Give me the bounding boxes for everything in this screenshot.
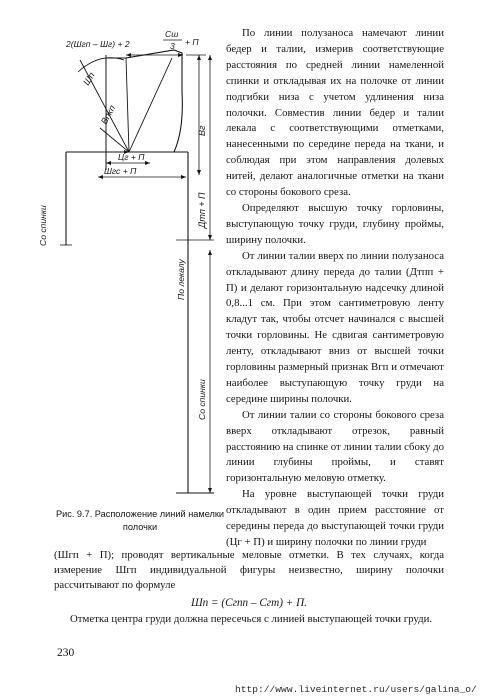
arrow xyxy=(197,170,201,175)
label-cv-den: 3 xyxy=(170,41,175,51)
label-vg: Вг xyxy=(197,125,207,136)
paragraph: На уровне выступающей точки груди откладывают в один прием расстояние от середины переда до выступающей точки груди (Цг + П) и ширину полочки по линии груди xyxy=(226,488,444,548)
label-top-formula: 2(Шгп – Шг) + 2 xyxy=(66,39,130,49)
final-paragraph: Отметка центра груди должна пересечься с линией выступающей точки груди. xyxy=(70,613,433,625)
arrow xyxy=(181,175,186,179)
paragraph: По линии полузаноса намечают линии бедер и талии, измерив соответствующие расстояния по средней линии намеленной спинки и откладывая их на полочке от линии подгибки низа с учетом удлинения низа полочки. Совместив линии бедер и талии лекала с соответствующими отметками, нанесенными по середине переда на ткани, и соблюдая при этом направления долевых нитей, делают аналогичные отметки на ткани со стороны бокового среза. xyxy=(226,27,444,199)
continuation-text: (Шгп + П); проводят вертикальные меловые отметки. В тех случаях, когда измерение Шгп индивидуальной фигуры неизвестно, ширину полочки рассчитывают по формуле xyxy=(54,549,444,592)
arrow xyxy=(145,161,150,165)
ray-vpkp xyxy=(126,58,129,152)
shoulder-armhole-outline xyxy=(126,50,182,152)
page-number: 230 xyxy=(57,647,75,659)
arrow xyxy=(208,488,212,493)
label-dtp: Дтп + П xyxy=(197,192,207,228)
label-cv-plus: + П xyxy=(185,37,199,47)
ray-side xyxy=(129,58,172,152)
arrow xyxy=(106,161,111,165)
paragraph: Определяют высшую точку горловины, выступающую точку груди, глубину проймы, ширину полочки. xyxy=(226,201,444,246)
arrow xyxy=(208,235,212,240)
label-po-lekalu: По лекалу xyxy=(176,259,186,300)
label-cg: Цг + П xyxy=(118,152,145,162)
arrow xyxy=(208,55,212,60)
label-cv-num: Сш xyxy=(165,29,179,39)
formula: Шп = (Сгпп – Сгт) + П. xyxy=(191,597,307,609)
ray-lower xyxy=(100,128,129,152)
label-so-spinki-left: Со спинки xyxy=(38,205,48,246)
label-shp: Шп xyxy=(81,70,97,88)
watermark-url: http://www.liveinternet.ru/users/galina_o/ xyxy=(235,684,477,695)
paragraph: От линии талии со стороны бокового среза вверх откладывают отрезок, равный расстоянию на спинке от линии талии сбоку до линии глубины проймы, и ставят горизонтальную меловую отметку. xyxy=(226,408,444,485)
label-vpkp: Впкп xyxy=(98,103,118,126)
paragraph: От линии талии вверх по линии полузаноса откладывают длину переда до талии (Дтпп + П) и делают горизонтальную надсечку длиной 0,8...1 см. При этом сантиметровую ленту кладут так, чтобы отсчет начинался с высшей точки горловины. Не сдвигая сантиметровую ленту, откладывают вниз от высшей точки горловины размерный признак Вгп и отмечают наиболее выступающую точку груди на середине ширины полочки. xyxy=(226,249,444,405)
text-column xyxy=(226,26,444,551)
pattern-figure xyxy=(0,0,226,506)
arrow xyxy=(98,175,103,179)
arrow xyxy=(197,55,201,60)
arrow xyxy=(208,250,212,255)
label-shgs: Шгс + П xyxy=(104,166,137,176)
label-so-spinki-right: Со спинки xyxy=(197,379,207,420)
figure-caption: Рис. 9.7. Расположение линий намелки полочки xyxy=(55,509,225,532)
arrow xyxy=(126,53,131,57)
